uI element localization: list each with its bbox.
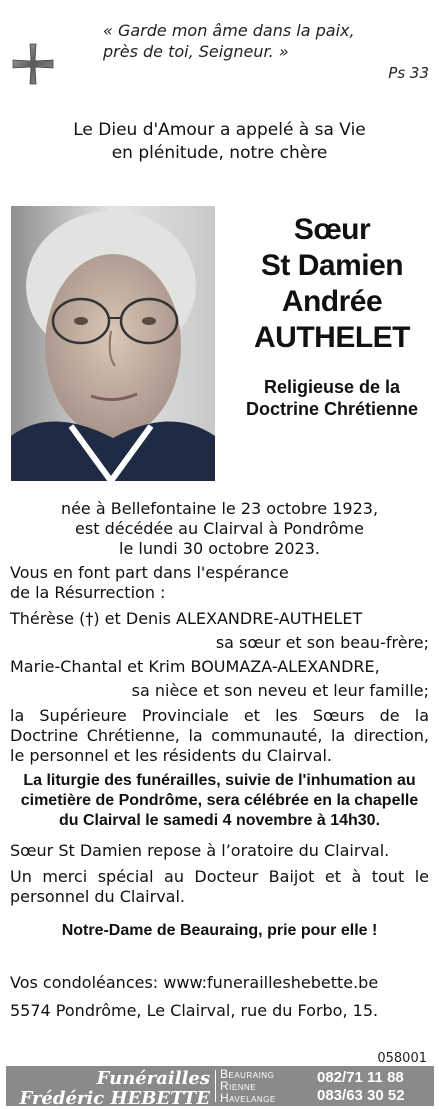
branch-locations <box>220 1068 276 1104</box>
funeral-home-banner <box>6 1066 434 1109</box>
place-label: Beauraing <box>220 1067 275 1081</box>
announcement-line: Vous en font part dans l'espérance <box>10 563 289 582</box>
family-entry <box>10 609 429 653</box>
condolences-text: Vos condoléances: www:funerailleshebette.be <box>10 973 379 992</box>
deceased-name-block <box>226 212 438 420</box>
religious-title <box>226 376 438 420</box>
funeral-line: du Clairval le samedi 4 novembre à 14h30. <box>58 812 381 829</box>
company-line: Frédéric HEBETTE <box>19 1088 210 1109</box>
birth-death-dates <box>0 499 439 559</box>
name-line: Sœur <box>293 213 371 246</box>
community-text: la Supérieure Provinciale et les Sœurs de la Doctrine Chrétienne, la communauté, la direction, le personnel et les résidents du Clairval. <box>10 706 429 765</box>
name-line: AUTHELET <box>254 321 410 354</box>
phone-number: 083/63 30 52 <box>317 1087 405 1104</box>
dates-line: est décédée au Clairval à Pondrôme <box>75 519 364 538</box>
place-label: Rienne <box>220 1079 257 1093</box>
place-label: Havelange <box>220 1091 276 1105</box>
dates-line: le lundi 30 octobre 2023. <box>119 539 320 558</box>
funeral-line: cimetière de Pondrôme, sera célébrée en la chapelle <box>20 792 419 809</box>
intro-line: en plénitude, notre chère <box>111 143 328 163</box>
name-line: St Damien <box>260 249 404 282</box>
quote-line: « Garde mon âme dans la paix, <box>103 21 355 40</box>
family-relation: sa nièce et son neveu et leur famille; <box>131 681 429 700</box>
portrait-photo <box>11 206 215 481</box>
funeral-home-name <box>10 1069 210 1109</box>
phone-numbers <box>317 1069 405 1105</box>
funeral-line: La liturgie des funérailles, suivie de l'inhumation au <box>23 772 416 789</box>
family-names: Marie-Chantal et Krim BOUMAZA-ALEXANDRE, <box>10 657 380 676</box>
quote-line: près de toi, Seigneur. » <box>103 42 289 61</box>
announcement <box>10 563 429 603</box>
name-line: Andrée <box>281 285 383 318</box>
prayer-text: Notre-Dame de Beauraing, prie pour elle ! <box>61 922 378 939</box>
phone-number: 082/71 11 88 <box>317 1069 404 1086</box>
reference-number: 058001 <box>377 1051 427 1066</box>
title-line: Doctrine Chrétienne <box>245 399 419 419</box>
family-entry <box>10 657 429 701</box>
family-names: Thérèse (†) et Denis ALEXANDRE-AUTHELET <box>10 609 363 628</box>
divider <box>215 1070 216 1102</box>
scripture-quote <box>103 20 403 62</box>
family-relation: sa sœur et son beau-frère; <box>215 633 429 652</box>
address-text: 5574 Pondrôme, Le Clairval, rue du Forbo, 15. <box>10 1001 379 1020</box>
title-line: Religieuse de la <box>263 377 401 397</box>
cross-icon <box>11 42 55 86</box>
announcement-line: de la Résurrection : <box>10 583 166 602</box>
thanks-text: Un merci spécial au Docteur Baijot et à tout le personnel du Clairval. <box>10 867 429 906</box>
dates-line: née à Bellefontaine le 23 octobre 1923, <box>60 499 379 518</box>
funeral-announcement <box>10 771 429 831</box>
intro-line: Le Dieu d'Amour a appelé à sa Vie <box>73 120 366 140</box>
company-line: Funérailles <box>96 1068 210 1089</box>
intro-text <box>0 119 439 165</box>
repose-text: Sœur St Damien repose à l’oratoire du Clairval. <box>10 841 390 860</box>
psalm-reference: Ps 33 <box>388 64 429 82</box>
